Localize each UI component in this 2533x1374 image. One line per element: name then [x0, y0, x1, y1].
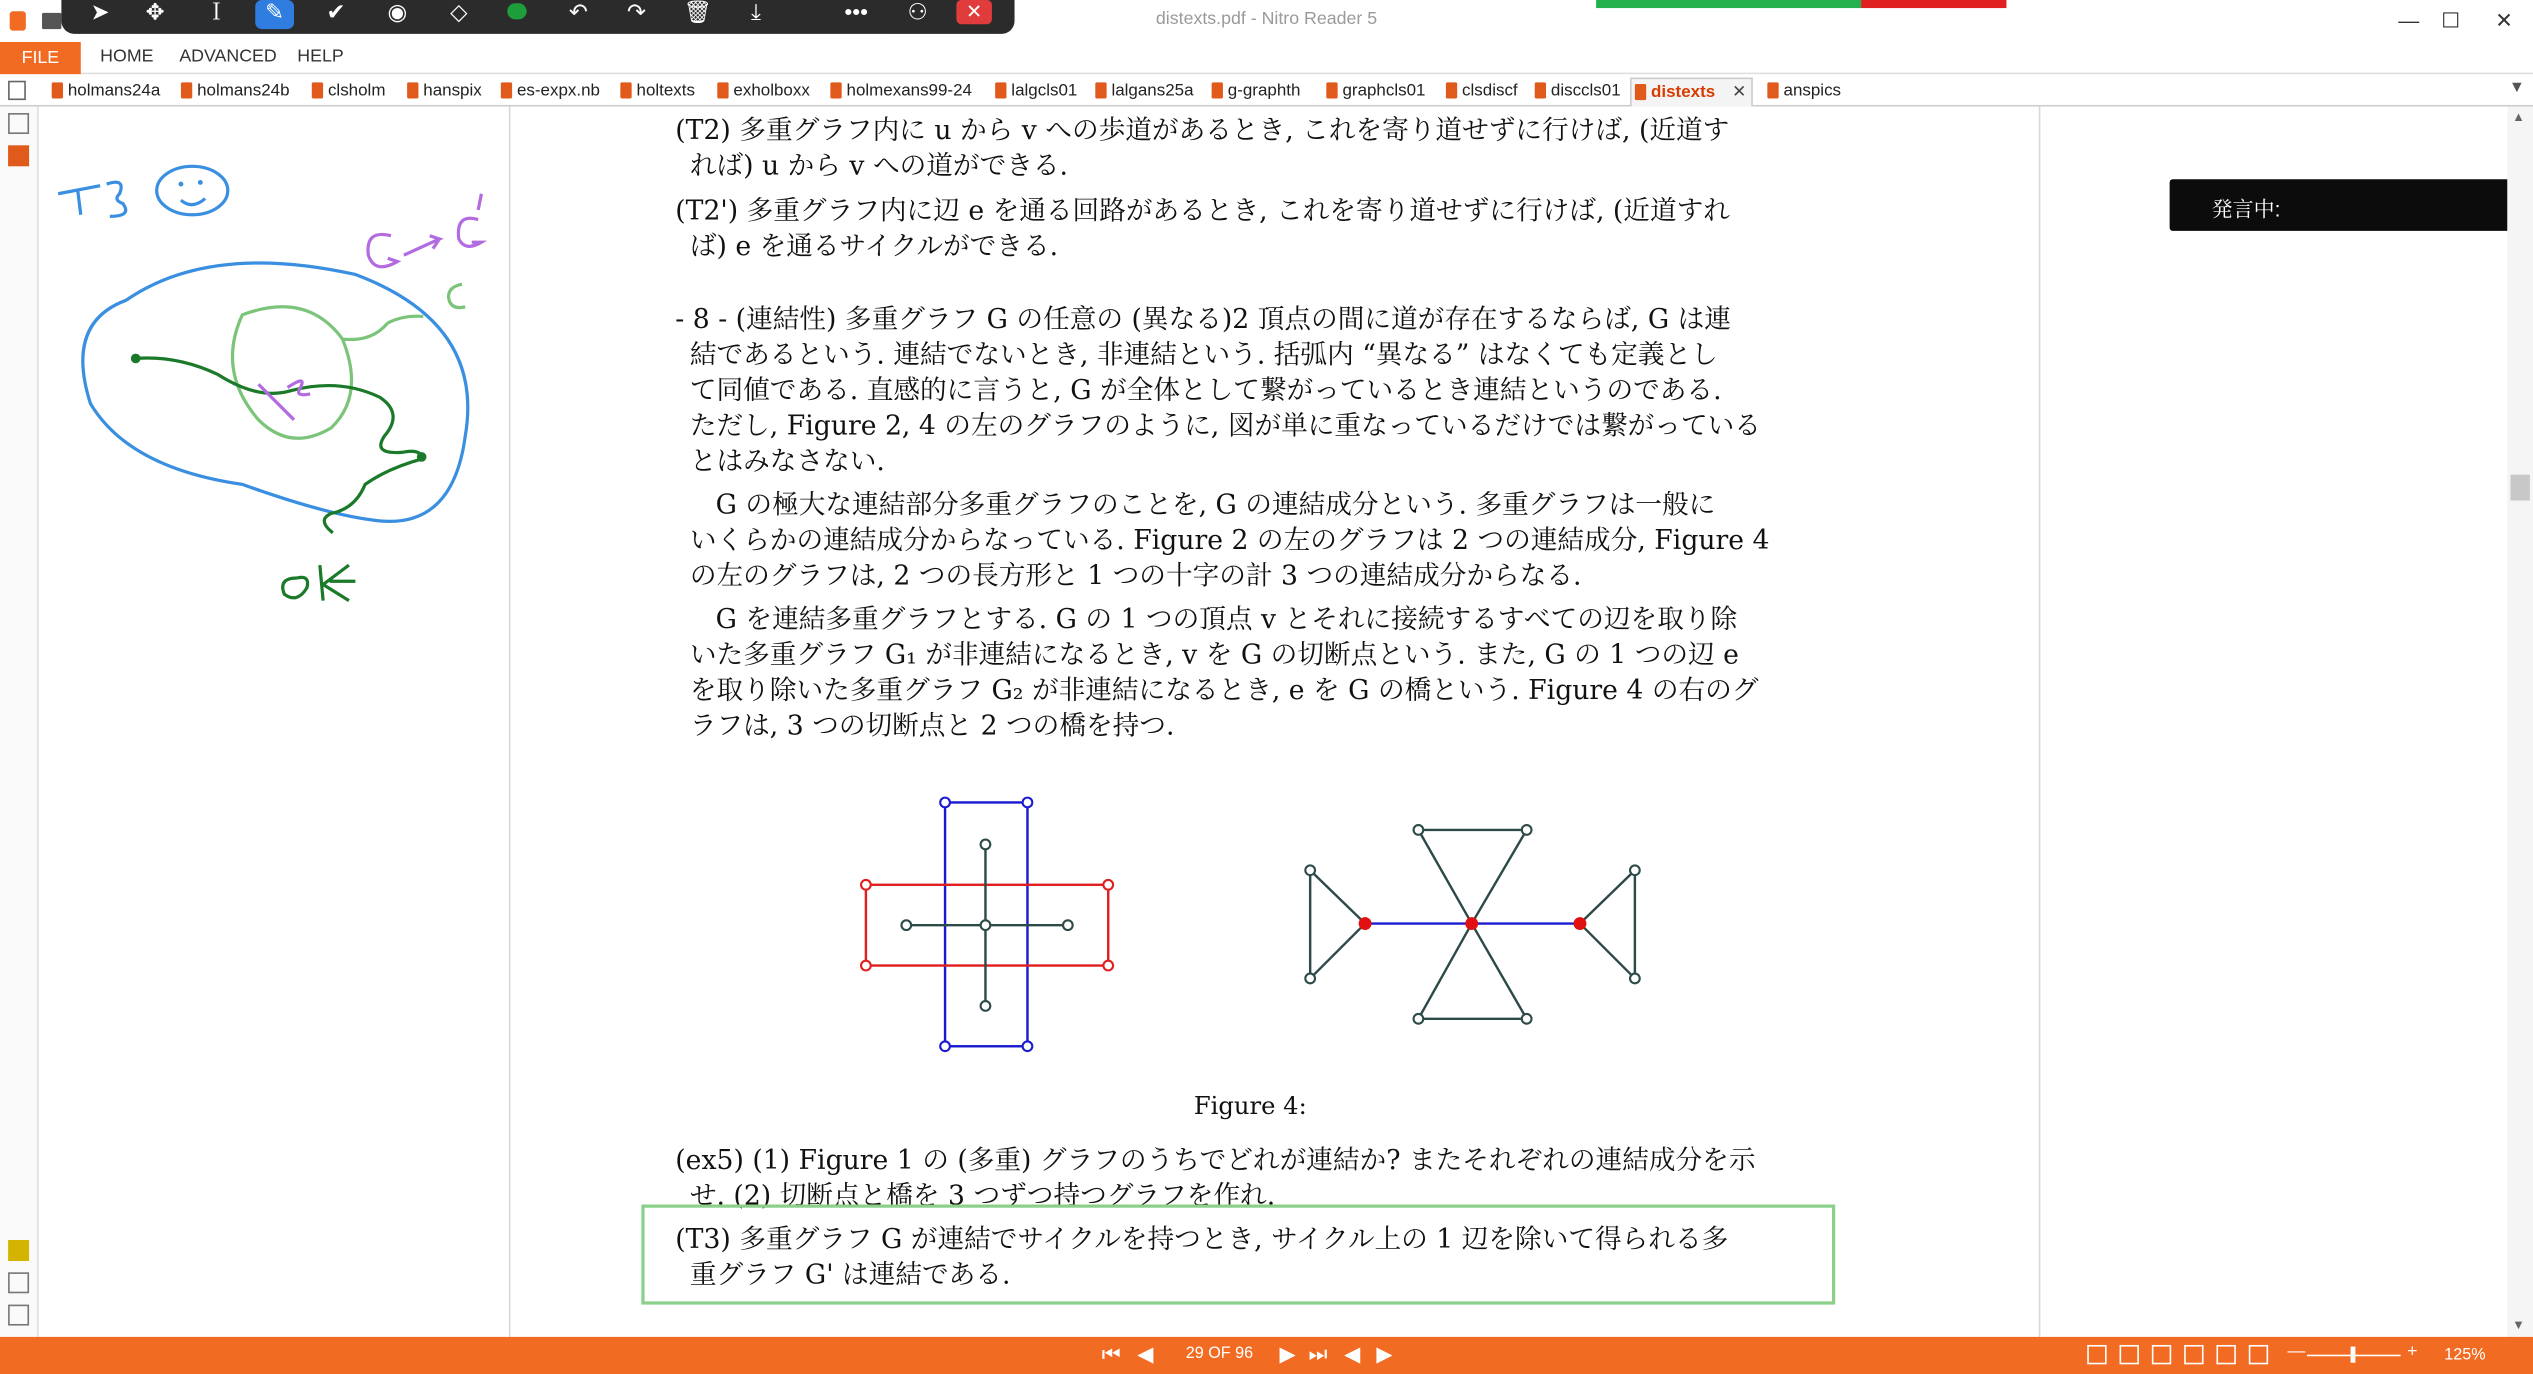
- tab-es-expx[interactable]: es-expx.nb: [498, 78, 600, 107]
- text-p8-line2: 結であるという. 連結でないとき, 非連結という. 括弧内 “異なる” はなくても定義とし: [689, 339, 1718, 370]
- path-stroke: [136, 358, 424, 533]
- tab-g-graphth[interactable]: g-graphth: [1208, 78, 1300, 107]
- more-icon[interactable]: •••: [844, 0, 869, 25]
- comments-icon[interactable]: [8, 1240, 29, 1261]
- tab-graphcls01[interactable]: graphcls01: [1323, 78, 1425, 107]
- text-p8-line3: て同値である. 直感的に言うと, G が全体として繋がっているとき連結というのである.: [689, 374, 1722, 406]
- back-view-icon[interactable]: ◀: [1344, 1341, 1361, 1366]
- next-page-icon[interactable]: ▶: [1279, 1341, 1296, 1366]
- annotation-toolbar: [61, 0, 1014, 34]
- speech-indicator: 発言中:: [2170, 179, 2512, 231]
- text-cursor-icon[interactable]: Ｉ: [205, 0, 228, 25]
- text-t3-line1: (T3) 多重グラフ G が連結でサイクルを持つとき, サイクル上の 1 辺を除いて得られる多: [675, 1223, 1729, 1255]
- text-p8-line5: とはみなさない.: [689, 445, 885, 477]
- last-page-icon[interactable]: ⏭: [1308, 1341, 1328, 1366]
- help-menu[interactable]: HELP: [297, 46, 344, 67]
- facing-continuous-view-icon[interactable]: [2184, 1345, 2203, 1364]
- tab-lalgcls01[interactable]: lalgcls01: [992, 78, 1077, 107]
- speech-level-green: [1596, 0, 1861, 8]
- first-page-icon[interactable]: ⏮: [1101, 1341, 1121, 1366]
- text-t3-line2: 重グラフ G' は連結である.: [689, 1259, 1011, 1291]
- scroll-up-icon[interactable]: ▲: [2512, 109, 2525, 125]
- tab-distexts-label: distexts: [1651, 82, 1716, 102]
- redo-icon[interactable]: ↷: [627, 0, 646, 25]
- tab-holmans24b[interactable]: holmans24b: [178, 78, 290, 107]
- users-icon[interactable]: ⚇: [907, 0, 928, 25]
- continuous-view-icon[interactable]: [2120, 1345, 2139, 1364]
- page-indicator[interactable]: 29 OF 96: [1185, 1344, 1254, 1363]
- stamp-icon[interactable]: ◉: [387, 0, 408, 25]
- close-tab-icon[interactable]: ✕: [1732, 82, 1747, 102]
- tab-anspics[interactable]: anspics: [1764, 78, 1841, 107]
- prev-page-icon[interactable]: ◀: [1137, 1341, 1154, 1366]
- forward-view-icon[interactable]: ▶: [1376, 1341, 1393, 1366]
- check-icon[interactable]: ✔: [326, 0, 346, 25]
- zoom-slider-thumb[interactable]: [2351, 1347, 2356, 1363]
- fit-width-icon[interactable]: [2216, 1345, 2235, 1364]
- figure-4-caption: Figure 4:: [1193, 1091, 1307, 1121]
- handwritten-annotation: [39, 107, 511, 624]
- tab-clsdiscf[interactable]: clsdiscf: [1443, 78, 1518, 107]
- single-page-view-icon[interactable]: [2087, 1345, 2106, 1364]
- text-p9-line1: G の極大な連結部分多重グラフのことを, G の連結成分という. 多重グラフは一般に: [715, 489, 1716, 520]
- g-to-g-prime-stroke: [368, 194, 481, 267]
- pages-icon[interactable]: [8, 113, 29, 134]
- ribbon-menu: [0, 42, 2533, 74]
- tab-overflow-chevron-icon[interactable]: ▼: [2508, 79, 2525, 97]
- text-ex5-line1: (ex5) (1) Figure 1 の (多重) グラフのうちでどれが連結か? またそれぞれの連結成分を示: [675, 1144, 1756, 1176]
- minimize-button[interactable]: —: [2398, 8, 2420, 33]
- color-picker-icon[interactable]: [498, 0, 537, 29]
- download-icon[interactable]: ⤓: [751, 0, 762, 25]
- toolbar-close-icon[interactable]: ✕: [956, 0, 992, 24]
- fit-page-icon[interactable]: [2249, 1345, 2268, 1364]
- attachments-icon[interactable]: [8, 1272, 29, 1293]
- pen-icon[interactable]: ✎: [255, 0, 294, 29]
- nitro-logo-icon: [10, 11, 26, 30]
- facing-view-icon[interactable]: [2152, 1345, 2171, 1364]
- layers-icon[interactable]: [8, 1305, 29, 1326]
- window-title: distexts.pdf - Nitro Reader 5: [1155, 9, 1378, 30]
- zoom-out-icon[interactable]: —: [2287, 1341, 2306, 1362]
- text-p10-line4: ラフは, 3 つの切断点と 2 つの橋を持つ.: [689, 710, 1175, 742]
- text-p10-line1: G を連結多重グラフとする. G の 1 つの頂点 v とそれに接続するすべての辺を取り除: [715, 603, 1738, 635]
- c-label-stroke: [449, 284, 466, 307]
- text-p10-line2: いた多重グラフ G₁ が非連結になるとき, v を G の切断点という. また, G の 1 つの辺 e: [689, 639, 1739, 671]
- text-t2p-line1: (T2') 多重グラフ内に辺 e を通る回路があるとき, これを寄り道せずに行けば, (近道すれ: [675, 195, 1730, 227]
- tab-holmans24a[interactable]: holmans24a: [48, 78, 160, 107]
- edge-e-stroke: [258, 384, 294, 420]
- text-p8-line4: ただし, Figure 2, 4 の左のグラフのように, 図が単に重なっているだけでは繋がっている: [689, 410, 1761, 441]
- undo-icon[interactable]: ↶: [568, 0, 588, 25]
- figure-4-graphs: [840, 785, 1664, 1059]
- eraser-icon[interactable]: ◇: [450, 0, 468, 25]
- bookmarks-icon[interactable]: [8, 145, 29, 166]
- right-margin-area: [2039, 107, 2507, 1337]
- advanced-menu[interactable]: ADVANCED: [179, 46, 277, 67]
- tab-lalgans25a[interactable]: lalgans25a: [1092, 78, 1193, 107]
- file-menu[interactable]: FILE: [0, 42, 81, 74]
- status-bar: [0, 1337, 2533, 1374]
- move-icon[interactable]: ✥: [145, 0, 165, 25]
- left-side-panel: [0, 107, 39, 1337]
- tab-list-icon[interactable]: [8, 81, 26, 100]
- close-window-button[interactable]: ✕: [2495, 8, 2513, 33]
- scroll-down-icon[interactable]: ▼: [2512, 1317, 2525, 1333]
- text-p8-line1: - 8 - (連結性) 多重グラフ G の任意の (異なる)2 頂点の間に道が存在するならば, G は連: [675, 303, 1731, 335]
- zoom-level[interactable]: 125%: [2444, 1346, 2486, 1365]
- folder-icon[interactable]: [42, 13, 61, 29]
- select-arrow-icon[interactable]: ➤: [90, 0, 110, 25]
- tab-holmexans[interactable]: holmexans99-24: [827, 78, 972, 107]
- tab-holtexts[interactable]: holtexts: [617, 78, 695, 107]
- trash-icon[interactable]: 🗑: [683, 0, 713, 25]
- tab-distexts[interactable]: [1630, 78, 1753, 107]
- tab-exholboxx[interactable]: exholboxx: [714, 78, 810, 107]
- document-tab-bar: [0, 74, 2533, 106]
- scroll-thumb[interactable]: [2510, 475, 2529, 501]
- tab-clsholm[interactable]: clsholm: [309, 78, 386, 107]
- maximize-button[interactable]: ☐: [2441, 8, 2461, 33]
- tab-hanspix[interactable]: hanspix: [404, 78, 482, 107]
- text-p9-line2: いくらかの連結成分からなっている. Figure 2 の左のグラフは 2 つの連結成分, Figure 4: [689, 524, 1770, 556]
- text-t2-line2: れば) u から v への道ができる.: [689, 150, 1069, 181]
- home-menu[interactable]: HOME: [100, 46, 154, 67]
- vertical-scrollbar[interactable]: [2507, 107, 2533, 1337]
- text-t2p-line2: ば) e を通るサイクルができる.: [689, 230, 1059, 262]
- tab-disccls01[interactable]: disccls01: [1531, 78, 1620, 107]
- text-t2-line1: (T2) 多重グラフ内に u から v への歩道があるとき, これを寄り道せずに行けば, (近道す: [675, 114, 1730, 146]
- text-p9-line3: の左のグラフは, 2 つの長方形と 1 つの十字の計 3 つの連結成分からなる.: [689, 560, 1582, 591]
- zoom-in-icon[interactable]: +: [2407, 1341, 2418, 1362]
- speech-level-red: [1861, 0, 2006, 8]
- smiley-face-icon: [157, 166, 228, 214]
- text-ex5-line2: せ. (2) 切断点と橋を 3 つずつ持つグラフを作れ.: [689, 1180, 1276, 1211]
- text-p10-line3: を取り除いた多重グラフ G₂ が非連結になるとき, e を G の橋という. Figure 4 の右のグ: [689, 674, 1759, 706]
